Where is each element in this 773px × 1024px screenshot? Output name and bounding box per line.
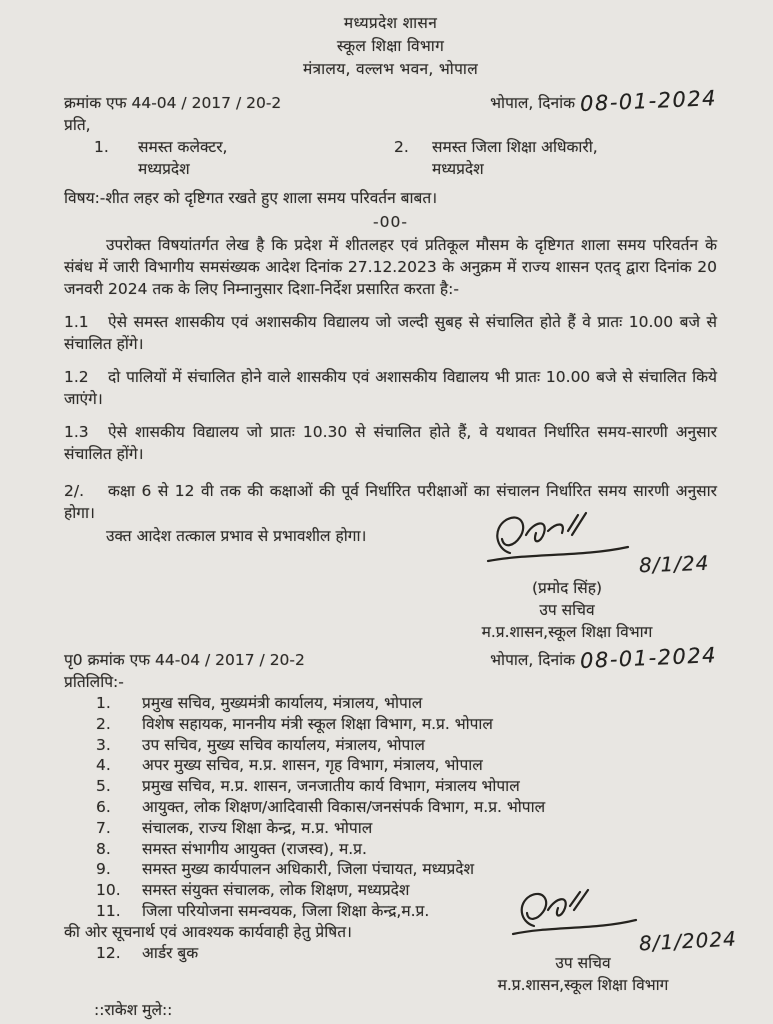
copy-item-9-num: 9. xyxy=(96,860,111,879)
copy-item-3-num: 3. xyxy=(96,735,111,754)
letterhead xyxy=(64,12,717,81)
reference-row xyxy=(64,86,718,116)
point-1-1-text: ऐसे समस्त शासकीय एवं अशासकीय विद्यालय जो जल्दी सुबह से संचालित होते हैं वे प्रातः 10.00 बजे से संचालित होंगे। xyxy=(64,313,717,353)
addressees xyxy=(64,136,717,180)
endorsement-number: पृ0 क्रमांक एफ 44-04 / 2017 / 20-2 xyxy=(64,651,305,669)
endorsement-section xyxy=(64,643,738,994)
addressee-2-number: 2. xyxy=(394,138,409,156)
footer-initials: ::राकेश मुले:: xyxy=(94,1001,173,1020)
signature-2-art xyxy=(443,888,738,956)
copy-item-2-num: 2. xyxy=(96,714,111,733)
to-label: प्रति, xyxy=(64,116,91,134)
point-1-2-number: 1.2 xyxy=(64,368,89,386)
signature-icon xyxy=(508,888,658,940)
separator: -00- xyxy=(373,213,408,231)
addressee-1-number: 1. xyxy=(94,138,109,156)
department-name: स्कूल शिक्षा विभाग xyxy=(336,37,445,55)
signature-icon xyxy=(482,511,652,567)
addressee-1-line2: मध्यप्रदेश xyxy=(138,160,190,178)
signature-block-1 xyxy=(417,511,717,643)
copy-item-8-num: 8. xyxy=(96,839,111,858)
signature-2-handwritten-date: 8/1/2024 xyxy=(638,926,738,956)
point-2-text: कक्षा 6 से 12 वी तक की कक्षाओं की पूर्व निर्धारित परीक्षाओं का संचालन निर्धारित समय सारणी अनुसार होगा। xyxy=(64,482,717,522)
addressee-2 xyxy=(394,136,598,180)
copy-item-6-num: 6. xyxy=(96,797,111,816)
copy-item-5 xyxy=(64,776,717,797)
copy-item-5-num: 5. xyxy=(96,777,111,796)
office-address: मंत्रालय, वल्लभ भवन, भोपाल xyxy=(302,60,479,78)
government-name: मध्यप्रदेश शासन xyxy=(343,14,438,32)
addressee-2-text xyxy=(432,136,598,180)
intro-paragraph: उपरोक्त विषयांतर्गत लेख है कि प्रदेश में शीतलहर एवं प्रतिकूल मौसम के दृष्टिगत शाला समय परिवर्तन के संबंध में जारी विभागीय समसंख्यक आदेश दिनांक 27.12.2023 के अनुक्रम में राज्य शासन एतद् द्वारा दिनांक 20 जनवरी 2024 तक के लिए निम्नानुसार दिशा-निर्देश प्रसारित करता है:- xyxy=(64,236,717,298)
signature-block-2 xyxy=(443,888,738,996)
addressee-1-text xyxy=(138,136,227,180)
point-2-number: 2/. xyxy=(64,482,85,500)
copy-item-5-text: प्रमुख सचिव, म.प्र. शासन, जनजातीय कार्य विभाग, मंत्रालय भोपाल xyxy=(142,777,520,796)
copy-item-4-text: अपर मुख्य सचिव, म.प्र. शासन, गृह विभाग, मंत्रालय, भोपाल xyxy=(142,756,483,775)
addressee-2-line2: मध्यप्रदेश xyxy=(432,160,484,178)
addressee-1-line1: समस्त कलेक्टर, xyxy=(138,138,228,156)
point-1-3 xyxy=(64,421,717,465)
copy-item-8 xyxy=(64,839,717,860)
point-1-1 xyxy=(64,311,717,355)
signatory-2-designation: उप सचिव xyxy=(555,954,611,972)
copy-item-2 xyxy=(64,714,717,735)
copy-item-1-num: 1. xyxy=(96,694,111,712)
point-1-3-number: 1.3 xyxy=(64,423,89,441)
endorsement-ref-row xyxy=(64,643,718,673)
copy-item-3 xyxy=(64,735,717,756)
copy-item-6 xyxy=(64,797,717,818)
copy-item-10-num: 10. xyxy=(96,881,121,900)
copy-item-9 xyxy=(64,859,717,880)
copy-item-12-num: 12. xyxy=(96,943,121,962)
copy-item-4 xyxy=(64,755,717,776)
point-1-2-text: दो पालियों में संचालित होने वाले शासकीय एवं अशासकीय विद्यालय भी प्रातः 10.00 बजे से संचालित किये जाएंगे। xyxy=(64,368,717,408)
copy-item-8-text: समस्त संभागीय आयुक्त (राजस्व), म.प्र. xyxy=(142,839,367,858)
copy-item-9-text: समस्त मुख्य कार्यपालन अधिकारी, जिला पंचायत, मध्यप्रदेश xyxy=(142,860,475,879)
forward-note: की ओर सूचनार्थ एवं आवश्यक कार्यवाही हेतु प्रेषित। xyxy=(64,922,352,941)
copy-item-6-text: आयुक्त, लोक शिक्षण/आदिवासी विकास/जनसंपर्क विभाग, म.प्र. भोपाल xyxy=(142,797,546,816)
subject-line: विषय:-शीत लहर को दृष्टिगत रखते हुए शाला समय परिवर्तन बाबत। xyxy=(64,189,438,207)
point-1-1-number: 1.1 xyxy=(64,313,89,331)
copy-item-12-text: आर्डर बुक xyxy=(142,943,199,962)
copy-item-10-text: समस्त संयुक्त संचालक, लोक शिक्षण, मध्यप्रदेश xyxy=(142,881,410,900)
copy-item-1-text: प्रमुख सचिव, मुख्यमंत्री कार्यालय, मंत्रालय, भोपाल xyxy=(142,694,423,712)
copy-label: प्रतिलिपि:- xyxy=(64,673,124,691)
point-1-3-text: ऐसे शासकीय विद्यालय जो प्रातः 10.30 से संचालित होते हैं, वे यथावत निर्धारित समय-सारणी अनुसार संचालित होंगे। xyxy=(64,423,717,463)
signatory-department: म.प्र.शासन,स्कूल शिक्षा विभाग xyxy=(481,623,653,641)
copy-item-11-num: 11. xyxy=(96,901,121,920)
handwritten-date: 08-01-2024 xyxy=(579,86,718,116)
copy-item-11-text: जिला परियोजना समन्वयक, जिला शिक्षा केन्द्र,म.प्र. xyxy=(142,901,430,920)
copy-item-7-num: 7. xyxy=(96,818,111,837)
place-date-label: भोपाल, दिनांक xyxy=(490,94,576,112)
addressee-1 xyxy=(64,136,394,180)
signature-1-art xyxy=(417,511,717,578)
point-1-2 xyxy=(64,366,717,410)
effective-line: उक्त आदेश तत्काल प्रभाव से प्रभावशील होगा। xyxy=(106,527,367,545)
copy-item-4-num: 4. xyxy=(96,756,111,775)
signatory-2-department: म.प्र.शासन,स्कूल शिक्षा विभाग xyxy=(497,976,669,994)
signatory-designation: उप सचिव xyxy=(539,601,595,619)
copy-item-7-text: संचालक, राज्य शिक्षा केन्द्र, म.प्र. भोपाल xyxy=(142,818,373,837)
signatory-name: (प्रमोद सिंह) xyxy=(531,579,603,597)
endorsement-place-date-label: भोपाल, दिनांक xyxy=(490,651,576,669)
endorsement-handwritten-date: 08-01-2024 xyxy=(579,643,718,673)
reference-number: क्रमांक एफ 44-04 / 2017 / 20-2 xyxy=(64,94,282,112)
copy-item-1 xyxy=(64,693,717,714)
copy-item-3-text: उप सचिव, मुख्य सचिव कार्यालय, मंत्रालय, भोपाल xyxy=(142,735,425,754)
copy-item-7 xyxy=(64,818,717,839)
addressee-2-line1: समस्त जिला शिक्षा अधिकारी, xyxy=(432,138,598,156)
signature-1-handwritten-date: 8/1/24 xyxy=(638,550,710,578)
copy-item-2-text: विशेष सहायक, माननीय मंत्री स्कूल शिक्षा विभाग, म.प्र. भोपाल xyxy=(142,714,493,733)
endorsement-place-date xyxy=(490,643,718,673)
place-date xyxy=(490,86,718,116)
